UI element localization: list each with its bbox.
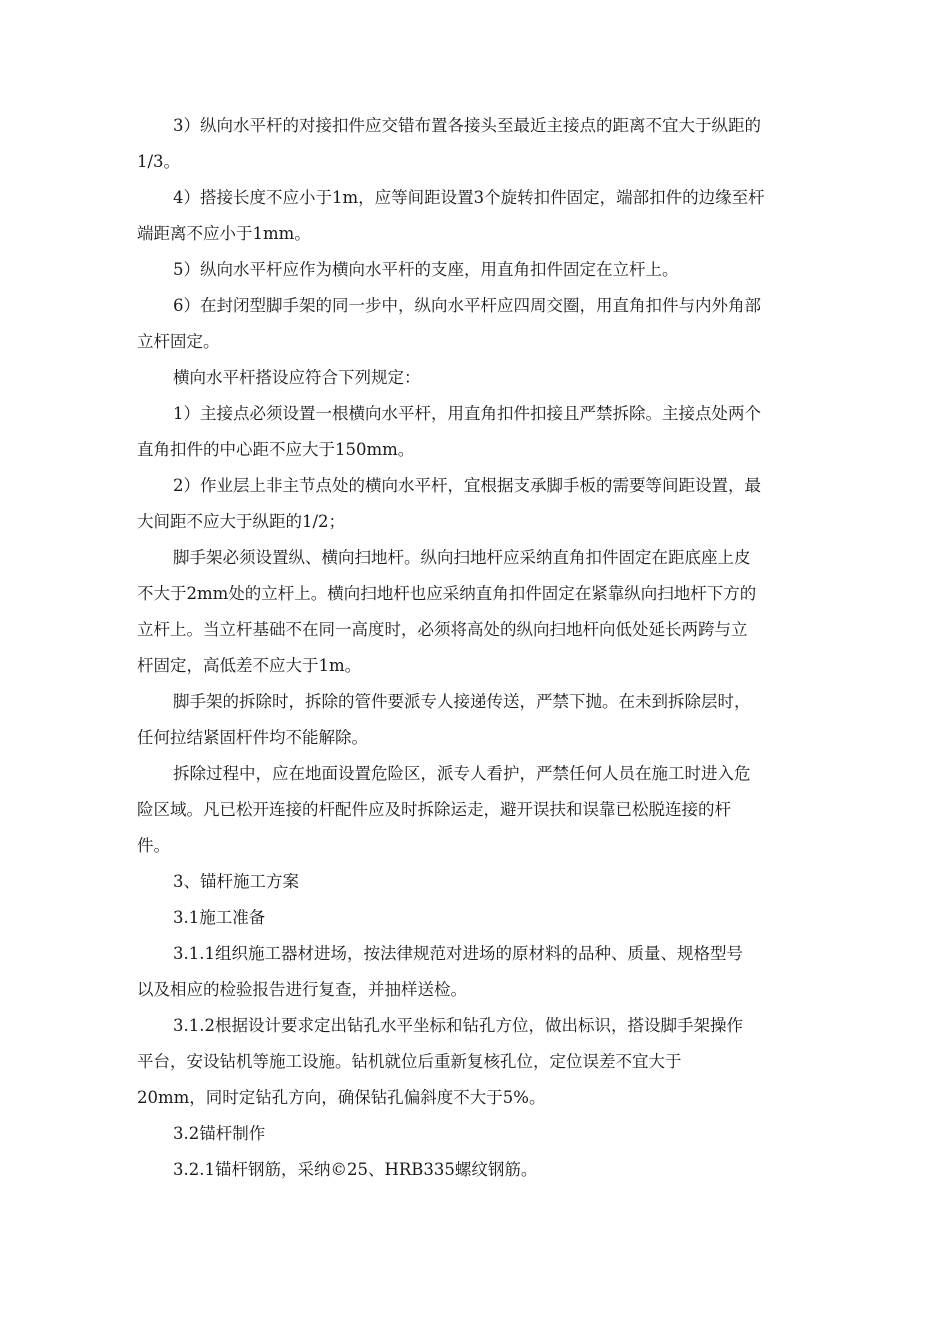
text-line: 直角扣件的中心距不应大于150mm。	[137, 440, 415, 459]
text-line: 5）纵向水平杆应作为横向水平杆的支座，用直角扣件固定在立杆上。	[173, 260, 679, 279]
text-line: 大间距不应大于纵距的1/2；	[137, 512, 346, 531]
paragraph	[137, 1116, 822, 1152]
text-line: 脚手架必须设置纵、横向扫地杆。纵向扫地杆应采纳直角扣件固定在距底座上皮	[173, 548, 751, 567]
text-line: 1）主接点必须设置一根横向水平杆，用直角扣件扣接且严禁拆除。主接点处两个	[173, 404, 761, 423]
paragraph	[137, 936, 822, 1008]
paragraph	[137, 540, 822, 684]
text-line: 4）搭接长度不应小于1m，应等间距设置3个旋转扣件固定，端部扣件的边缘至杆	[173, 188, 765, 207]
paragraph	[137, 684, 822, 756]
text-line: 3.2锚杆制作	[173, 1124, 266, 1143]
paragraph	[137, 180, 822, 252]
text-line: 1/3。	[137, 152, 181, 171]
text-line: 3.2.1锚杆钢筋，采纳©25、HRB335螺纹钢筋。	[173, 1160, 538, 1179]
text-line: 6）在封闭型脚手架的同一步中，纵向水平杆应四周交圈，用直角扣件与内外角部	[173, 296, 761, 315]
paragraph	[137, 468, 822, 540]
paragraph	[137, 864, 822, 900]
text-line: 3.1.2根据设计要求定出钻孔水平坐标和钻孔方位，做出标识，搭设脚手架操作	[173, 1016, 743, 1035]
paragraph	[137, 396, 822, 468]
text-line: 拆除过程中，应在地面设置危险区，派专人看护，严禁任何人员在施工时进入危	[173, 764, 751, 783]
paragraph	[137, 1008, 822, 1116]
text-line: 3.1施工准备	[173, 908, 266, 927]
text-line: 3、锚杆施工方案	[173, 872, 299, 891]
text-line: 以及相应的检验报告进行复查，并抽样送检。	[137, 980, 467, 999]
text-line: 平台，安设钻机等施工设施。钻机就位后重新复核孔位，定位误差不宜大于	[137, 1052, 682, 1071]
text-line: 端距离不应小于1mm。	[137, 224, 311, 243]
text-line: 件。	[137, 836, 170, 855]
text-line: 2）作业层上非主节点处的横向水平杆，宜根据支承脚手板的需要等间距设置，最	[173, 476, 761, 495]
paragraph	[137, 360, 822, 396]
text-line: 杆固定，高低差不应大于1m。	[137, 656, 362, 675]
text-line: 立杆上。当立杆基础不在同一高度时，必须将高处的纵向扫地杆向低处延长两跨与立	[137, 620, 748, 639]
text-line: 立杆固定。	[137, 332, 220, 351]
paragraph	[137, 900, 822, 936]
paragraph	[137, 288, 822, 360]
paragraph	[137, 756, 822, 864]
paragraph	[137, 108, 822, 180]
text-line: 横向水平杆搭设应符合下列规定：	[173, 368, 421, 387]
paragraph	[137, 1152, 822, 1188]
text-line: 不大于2mm处的立杆上。横向扫地杆也应采纳直角扣件固定在紧靠纵向扫地杆下方的	[137, 584, 757, 603]
paragraph	[137, 252, 822, 288]
text-line: 3）纵向水平杆的对接扣件应交错布置各接头至最近主接点的距离不宜大于纵距的	[173, 116, 761, 135]
text-line: 3.1.1组织施工器材进场，按法律规范对进场的原材料的品种、质量、规格型号	[173, 944, 743, 963]
document-body	[137, 108, 822, 1188]
text-line: 任何拉结紧固杆件均不能解除。	[137, 728, 368, 747]
text-line: 脚手架的拆除时，拆除的管件要派专人接递传送，严禁下抛。在未到拆除层时，	[173, 692, 751, 711]
text-line: 险区域。凡已松开连接的杆配件应及时拆除运走，避开误扶和误靠已松脱连接的杆	[137, 800, 731, 819]
text-line: 20mm，同时定钻孔方向，确保钻孔偏斜度不大于5%。	[137, 1088, 546, 1107]
